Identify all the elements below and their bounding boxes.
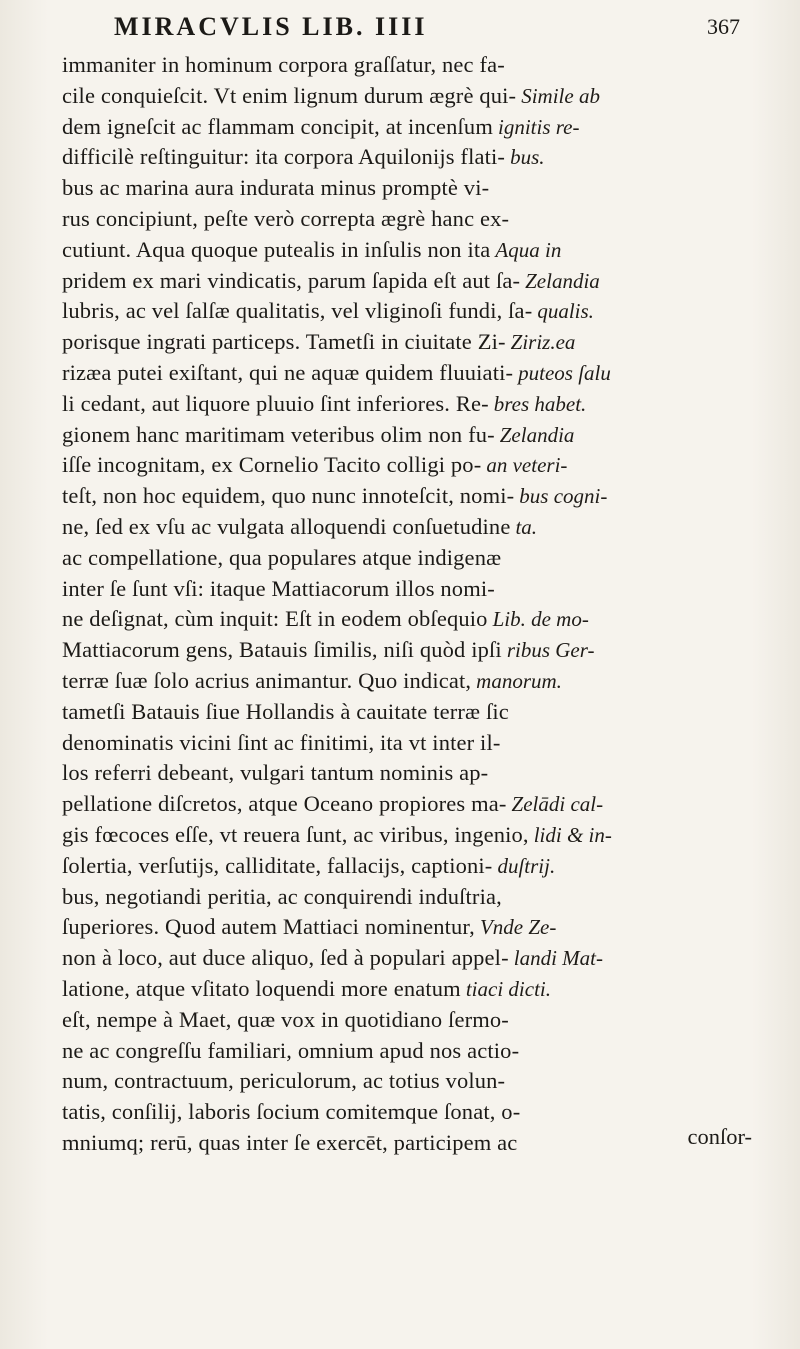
line-text: ſolertia, verſutijs, calliditate, fallacijs, captioni- [62, 852, 493, 878]
line-text: denominatis vicini ſint ac finitimi, ita vt inter il- [62, 729, 501, 755]
marginal-note: bres habet. [493, 391, 587, 416]
text-line [62, 173, 782, 204]
marginal-note: lidi & in- [533, 822, 612, 847]
text-line [62, 450, 782, 481]
text-line [62, 204, 782, 235]
line-text: tametſi Batauis ſiue Hollandis à cauitate terræ ſic [62, 698, 509, 724]
line-text: teſt, non hoc equidem, quo nunc innoteſcit, nomi- [62, 483, 515, 509]
text-line [62, 512, 782, 543]
text-line [62, 420, 782, 451]
marginal-note: duſtrij. [497, 853, 556, 878]
line-text: los referri debeant, vulgari tantum nominis ap- [62, 760, 489, 786]
text-line [62, 1036, 782, 1067]
text-line [62, 604, 782, 635]
text-line [62, 1005, 782, 1036]
line-text: pellatione diſcretos, atque Oceano propiores ma- [62, 791, 507, 817]
line-text: non à loco, aut duce aliquo, ſed à populari appel- [62, 945, 509, 971]
text-line [62, 543, 782, 574]
line-text: eſt, nempe à Maet, quæ vox in quotidiano ſermo- [62, 1006, 509, 1032]
text-line [62, 1066, 782, 1097]
page-header [100, 12, 740, 48]
text-line [62, 481, 782, 512]
line-text: inter ſe ſunt vſi: itaque Mattiacorum illos nomi- [62, 575, 495, 601]
line-text: terræ ſuæ ſolo acrius animantur. Quo indicat, [62, 667, 472, 693]
line-text: ne deſignat, cùm inquit: Eſt in eodem obſequio [62, 606, 488, 632]
text-line [62, 389, 782, 420]
marginal-note: Zelandia [525, 268, 600, 293]
text-line [62, 235, 782, 266]
marginal-note: bus. [510, 145, 545, 170]
marginal-note: bus cogni- [519, 484, 608, 509]
text-line [62, 50, 782, 81]
text-line [62, 882, 782, 913]
marginal-note: Ziriz.ea [510, 330, 576, 355]
line-text: ſuperiores. Quod autem Mattiaci nominentur, [62, 914, 475, 940]
text-line [62, 296, 782, 327]
line-text: latione, atque vſitato loquendi more enatum [62, 975, 461, 1001]
text-line [62, 142, 782, 173]
text-line [62, 697, 782, 728]
line-text: ne, ſed ex vſu ac vulgata alloquendi conſuetudine [62, 513, 511, 539]
line-text: bus ac marina aura indurata minus promptè vi- [62, 175, 490, 201]
line-text: mniumq; rerū, quas inter ſe exercēt, participem ac [62, 1129, 518, 1155]
text-line [62, 1128, 782, 1159]
text-line [62, 758, 782, 789]
line-text: cile conquieſcit. Vt enim lignum durum ægrè qui- [62, 82, 517, 108]
marginal-note: Simile ab [521, 83, 600, 108]
text-line [62, 851, 782, 882]
text-line [62, 789, 782, 820]
line-text: rizæa putei exiſtant, qui ne aquæ quidem fluuiati- [62, 359, 514, 385]
line-text: gis fœcoces eſſe, vt reuera ſunt, ac viribus, ingenio, [62, 821, 529, 847]
marginal-note: landi Mat- [513, 946, 603, 971]
line-text: porisque ingrati particeps. Tametſi in ciuitate Zi- [62, 329, 506, 355]
marginal-note: ribus Ger- [506, 638, 595, 663]
main-text-block [62, 50, 782, 1159]
line-text: pridem ex mari vindicatis, parum ſapida eſt aut ſa- [62, 267, 521, 293]
text-line [62, 112, 782, 143]
line-text: ac compellatione, qua populares atque indigenæ [62, 544, 502, 570]
line-text: tatis, conſilij, laboris ſocium comitemque ſonat, o- [62, 1099, 521, 1125]
marginal-note: Vnde Ze- [479, 915, 557, 940]
catchword: conſor- [687, 1124, 752, 1149]
marginal-note: Lib. de mo- [492, 607, 589, 632]
text-line [62, 574, 782, 605]
line-text: cutiunt. Aqua quoque putealis in inſulis non ita [62, 236, 491, 262]
line-text: ne ac congreſſu familiari, omnium apud nos actio- [62, 1037, 520, 1063]
line-text: dem igneſcit ac flammam concipit, at incenſum [62, 113, 493, 139]
marginal-note: Zelandia [499, 422, 575, 447]
line-text: iſſe incognitam, ex Cornelio Tacito colligi po- [62, 452, 482, 478]
line-text: rus concipiunt, peſte verò correpta ægrè hanc ex- [62, 205, 510, 231]
line-text: bus, negotiandi peritia, ac conquirendi induſtria, [62, 883, 502, 909]
marginal-note: manorum. [476, 668, 562, 693]
text-line [62, 974, 782, 1005]
text-line [62, 728, 782, 759]
text-line [62, 327, 782, 358]
line-text: li cedant, aut liquore pluuio ſint inferiores. Re- [62, 390, 489, 416]
marginal-note: Aqua in [495, 237, 562, 262]
line-text: immaniter in hominum corpora graſſatur, nec fa- [62, 52, 505, 77]
marginal-note: qualis. [537, 299, 594, 324]
text-line [62, 635, 782, 666]
text-line [62, 358, 782, 389]
running-head: MIRACVLIS LIB. IIII [114, 12, 428, 41]
line-text: num, contractuum, periculorum, ac totius volun- [62, 1068, 506, 1094]
marginal-note: Zelādi cal- [511, 792, 604, 817]
line-text: difficilè reſtinguitur: ita corpora Aquilonijs flati- [62, 144, 506, 170]
marginal-note: puteos ſalu [518, 360, 611, 385]
text-line [62, 912, 782, 943]
text-line [62, 666, 782, 697]
text-line [62, 820, 782, 851]
text-line [62, 266, 782, 297]
marginal-note: an veteri- [486, 453, 568, 478]
marginal-note: ignitis re- [497, 114, 580, 139]
page-number: 367 [707, 14, 740, 39]
line-text: lubris, ac vel ſalſæ qualitatis, vel vliginoſi fundi, ſa- [62, 298, 533, 324]
marginal-note: ta. [515, 514, 538, 539]
text-line [62, 943, 782, 974]
text-line [62, 81, 782, 112]
marginal-note: tiaci dicti. [465, 976, 551, 1001]
line-text: Mattiacorum gens, Batauis ſimilis, niſi quòd ipſi [62, 637, 502, 663]
text-line [62, 1097, 782, 1128]
line-text: gionem hanc maritimam veteribus olim non fu- [62, 421, 495, 447]
